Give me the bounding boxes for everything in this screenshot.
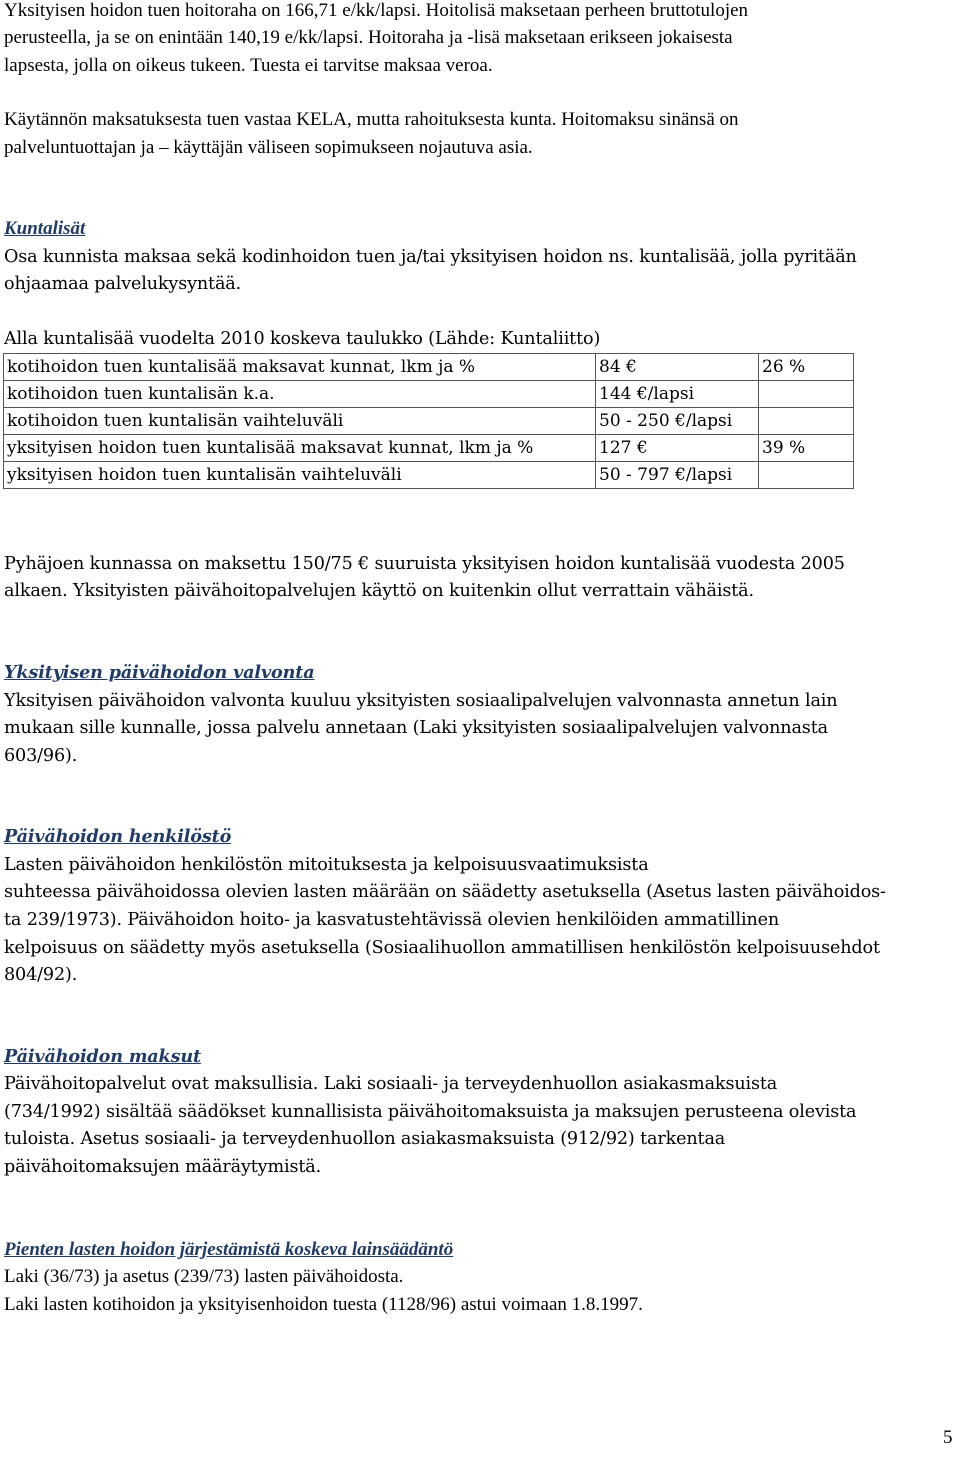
- table-cell: [759, 381, 854, 408]
- table-cell: 84 €: [596, 354, 759, 381]
- maksut-line-4: päivähoitomaksujen määräytymistä.: [4, 1157, 322, 1177]
- kuntalisa-table: [3, 353, 854, 489]
- henkilosto-line-5: 804/92).: [4, 965, 78, 985]
- table-cell: [759, 462, 854, 489]
- table-caption: Alla kuntalisää vuodelta 2010 koskeva taulukko (Lähde: Kuntaliitto): [4, 329, 601, 349]
- table-cell: 26 %: [759, 354, 854, 381]
- pyhajoki-line-1: Pyhäjoen kunnassa on maksettu 150/75 € suuruista yksityisen hoidon kuntalisää vuodesta 2005: [4, 554, 845, 574]
- table-cell: kotihoidon tuen kuntalisän k.a.: [4, 381, 596, 408]
- table-cell: kotihoidon tuen kuntalisän vaihteluväli: [4, 408, 596, 435]
- table-row: [4, 381, 854, 408]
- table-row: [4, 462, 854, 489]
- table-cell: 144 €/lapsi: [596, 381, 759, 408]
- henkilosto-line-3: ta 239/1973). Päivähoidon hoito- ja kasvatustehtävissä olevien henkilöiden ammatillinen: [4, 910, 780, 930]
- henkilosto-line-1: Lasten päivähoidon henkilöstön mitoituksesta ja kelpoisuusvaatimuksista: [4, 855, 649, 875]
- table-row: [4, 354, 854, 381]
- henkilosto-line-4: kelpoisuus on säädetty myös asetuksella (Sosiaalihuollon ammatillisen henkilöstön kelpoisuusehdot: [4, 938, 880, 958]
- table-cell: kotihoidon tuen kuntalisää maksavat kunnat, lkm ja %: [4, 354, 596, 381]
- kuntalisat-line-1: Osa kunnista maksaa sekä kodinhoidon tuen ja/tai yksityisen hoidon ns. kuntalisää, jolla pyritään: [4, 247, 857, 267]
- table-cell: 50 - 250 €/lapsi: [596, 408, 759, 435]
- intro-line-2: perusteella, ja se on enintään 140,19 e/kk/lapsi. Hoitoraha ja -lisä maksetaan erikseen jokaisesta: [4, 27, 733, 48]
- henkilosto-heading: Päivähoidon henkilöstö: [4, 826, 232, 847]
- maksut-heading: Päivähoidon maksut: [4, 1046, 201, 1067]
- intro-line-4: Käytännön maksatuksesta tuen vastaa KELA, mutta rahoituksesta kunta. Hoitomaksu sinänsä on: [4, 109, 739, 130]
- henkilosto-line-2: suhteessa päivähoidossa olevien lasten määrään on säädetty asetuksella (Asetus lasten päivähoidos-: [4, 882, 886, 902]
- kuntalisat-line-2: ohjaamaa palvelukysyntää.: [4, 274, 242, 294]
- valvonta-line-2: mukaan sille kunnalle, jossa palvelu annetaan (Laki yksityisten sosiaalipalvelujen valvonnasta: [4, 718, 828, 738]
- table-cell: 127 €: [596, 435, 759, 462]
- lainsaadanto-line-2: Laki lasten kotihoidon ja yksityisenhoidon tuesta (1128/96) astui voimaan 1.8.1997.: [4, 1294, 643, 1315]
- lainsaadanto-heading: Pienten lasten hoidon järjestämistä koskeva lainsäädäntö: [4, 1239, 454, 1260]
- table-cell: [759, 408, 854, 435]
- pyhajoki-line-2: alkaen. Yksityisten päivähoitopalvelujen käyttö on kuitenkin ollut verrattain vähäistä.: [4, 581, 754, 601]
- table-row: [4, 435, 854, 462]
- intro-line-1: Yksityisen hoidon tuen hoitoraha on 166,71 e/kk/lapsi. Hoitolisä maksetaan perheen bruttotulojen: [4, 0, 749, 21]
- maksut-line-3: tuloista. Asetus sosiaali- ja terveydenhuollon asiakasmaksuista (912/92) tarkentaa: [4, 1129, 726, 1149]
- kuntalisat-heading: Kuntalisät: [4, 218, 86, 239]
- maksut-line-2: (734/1992) sisältää säädökset kunnallisista päivähoitomaksuista ja maksujen perusteena olevista: [4, 1102, 857, 1122]
- intro-line-5: palveluntuottajan ja – käyttäjän väliseen sopimukseen nojautuva asia.: [4, 137, 533, 158]
- lainsaadanto-line-1: Laki (36/73) ja asetus (239/73) lasten päivähoidosta.: [4, 1266, 404, 1287]
- table-row: [4, 408, 854, 435]
- page-number: 5: [943, 1427, 953, 1448]
- table-cell: yksityisen hoidon tuen kuntalisän vaihteluväli: [4, 462, 596, 489]
- valvonta-heading: Yksityisen päivähoidon valvonta: [4, 662, 315, 683]
- maksut-line-1: Päivähoitopalvelut ovat maksullisia. Laki sosiaali- ja terveydenhuollon asiakasmaksuista: [4, 1074, 778, 1094]
- table-cell: 39 %: [759, 435, 854, 462]
- valvonta-line-1: Yksityisen päivähoidon valvonta kuuluu yksityisten sosiaalipalvelujen valvonnasta annetun lain: [4, 691, 838, 711]
- intro-line-3: lapsesta, jolla on oikeus tukeen. Tuesta ei tarvitse maksaa veroa.: [4, 55, 493, 76]
- valvonta-line-3: 603/96).: [4, 746, 78, 766]
- table-cell: 50 - 797 €/lapsi: [596, 462, 759, 489]
- table-cell: yksityisen hoidon tuen kuntalisää maksavat kunnat, lkm ja %: [4, 435, 596, 462]
